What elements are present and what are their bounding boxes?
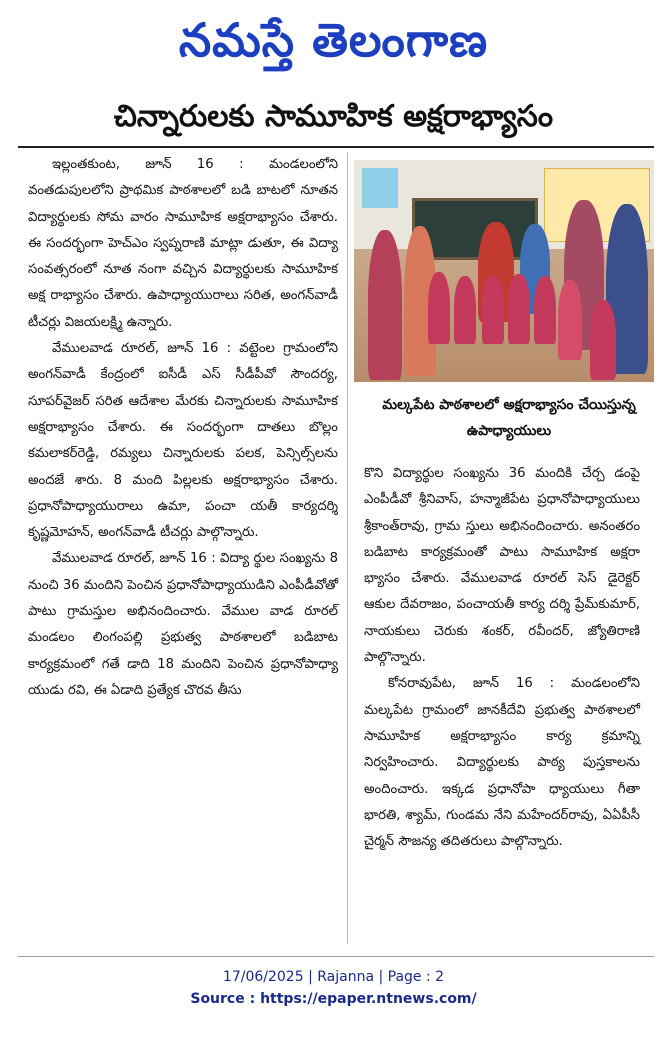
child-figure <box>508 274 530 344</box>
child-figure <box>454 276 476 344</box>
footer-divider <box>18 956 654 957</box>
child-figure <box>534 276 556 344</box>
wall-decoration <box>362 168 398 208</box>
child-figure <box>590 300 616 380</box>
article-paragraph: కోనరావుపేట, జూన్ 16 : మండలంలోని మల్కపేట గ్రామంలో జానకీదేవి ప్రభుత్వ పాఠశాలలో సామూహిక అక్షరాభ్యాసం కార్య క్రమాన్ని నిర్వహించారు. విద్యార్థులకు పాఠ్య పుస్తకాలను అందించారు. ఇక్కడ ప్రధానోపా ధ్యాయులు గీతా భారతి, శ్యామ్, గుండమ నేని మహేందర్‌రావు, ఏఏపీసీ చైర్మన్ సౌజన్య తదితరులు పాల్గొన్నారు. <box>364 676 640 850</box>
article-headline: చిన్నారులకు సామూహిక అక్షరాభ్యాసం <box>113 99 554 134</box>
article-paragraph: కొని విద్యార్థుల సంఖ్యను 36 మందికి చేర్చ డంపై ఎంపీడీవో శ్రీనివాస్, హన్మాజీపేట ప్రధానోపాధ్యాయులు శ్రీకాంత్‌రావు, గ్రామ స్తులు అభినందించారు. అనంతరం బడిబాట కార్యక్రమంతో పాటు సామూహిక అక్షరా భ్యాసం చేశారు. వేములవాడ రూరల్ సెస్ డైరెక్టర్ ఆకుల దేవరాజం, పంచాయతీ కార్య దర్శి ప్రేమ్‌కుమార్, నాయకులు చెరుకు శంకర్, రవీందర్, జ్యోతిరాణి పాల్గొన్నారు. <box>364 466 640 666</box>
headline-divider <box>18 146 654 148</box>
column-divider <box>347 152 348 944</box>
article-column-right <box>364 461 640 855</box>
child-figure <box>558 280 582 360</box>
page-footer <box>0 966 667 1010</box>
footer-source-link[interactable] <box>0 988 667 1010</box>
article-column-left <box>28 152 338 704</box>
article-photo <box>354 160 654 382</box>
article-paragraph: వేములవాడ రూరల్, జూన్ 16 : విద్యా ర్థుల సంఖ్యను 8 నుంచి 36 మందిని పెంచిన ప్రధానోపాధ్యాయుడిని ఎంపీడీవోతో పాటు గ్రామస్తుల అభినందించారు. వేముల వాడ రూరల్ మండలం లింగంపల్లి ప్రభుత్వ పాఠశాలలో బడిబాట కార్యక్రమంలో గతే డాది 18 మందిని పెంచిన ప్రధానోపాధ్యా యుడు రవి, ఈ ఏడాది ప్రత్యేక చొరవ తీసు <box>28 551 338 698</box>
child-figure <box>428 272 450 344</box>
child-figure <box>482 276 504 344</box>
footer-source-text: Source : https://epaper.ntnews.com/ <box>190 991 477 1007</box>
masthead-title: నమస్తే తెలంగాణ <box>178 13 489 67</box>
teacher-figure <box>368 230 402 380</box>
photo-caption: మల్కపేట పాఠశాలలో అక్షరాభ్యాసం చేయిస్తున్న ఉపాధ్యాయులు <box>382 397 636 439</box>
footer-date-edition: 17/06/2025 | Rajanna | Page : 2 <box>222 969 445 985</box>
article-paragraph: వేములవాడ రూరల్, జూన్ 16 : వట్టెంల గ్రామంలోని అంగన్‌వాడీ కేంద్రంలో ఐసీడీ ఎస్ సీడీపీవో సౌందర్య, సూపర్‌వైజర్ సరిత ఆదేశాల మేరకు చిన్నారులకు సామూహిక అక్షరాభ్యాసం చేశారు. ఈ సందర్భంగా దాతలు బొల్లం కమలాకర్‌రెడ్డి, రమ్యలు చిన్నారులకు పలక, పెన్సిల్స్‌లను అందజే శారు. 8 మంది పిల్లలకు అక్షరాభ్యాసం చేశారు. ప్రధానోపాధ్యాయురాలు ఉమా, పంచా యతీ కార్యదర్శి కృష్ణమోహన్, అంగన్‌వాడీ టీచర్లు పాల్గొన్నారు. <box>28 341 338 541</box>
article-paragraph: ఇల్లంతకుంట, జూన్ 16 : మండలంలోని వంతడుపులలోని ప్రాథమిక పాఠశాలలో బడి బాటలో నూతన విద్యార్థులకు సోమ వారం సామూహిక అక్షరాభ్యాసం చేశారు. ఈ సందర్భంగా హెచ్ఎం స్వప్నరాణి మాట్లా డుతూ, ఈ విద్యా సంవత్సరంలో నూత నంగా వచ్చిన విద్యార్థులకు సామూహిక అక్ష రాభ్యాసం చేశారు. ఉపాధ్యాయురాలు సరిత, అంగన్‌వాడీ టీచర్లు విజయలక్ష్మి ఉన్నారు. <box>28 157 338 330</box>
